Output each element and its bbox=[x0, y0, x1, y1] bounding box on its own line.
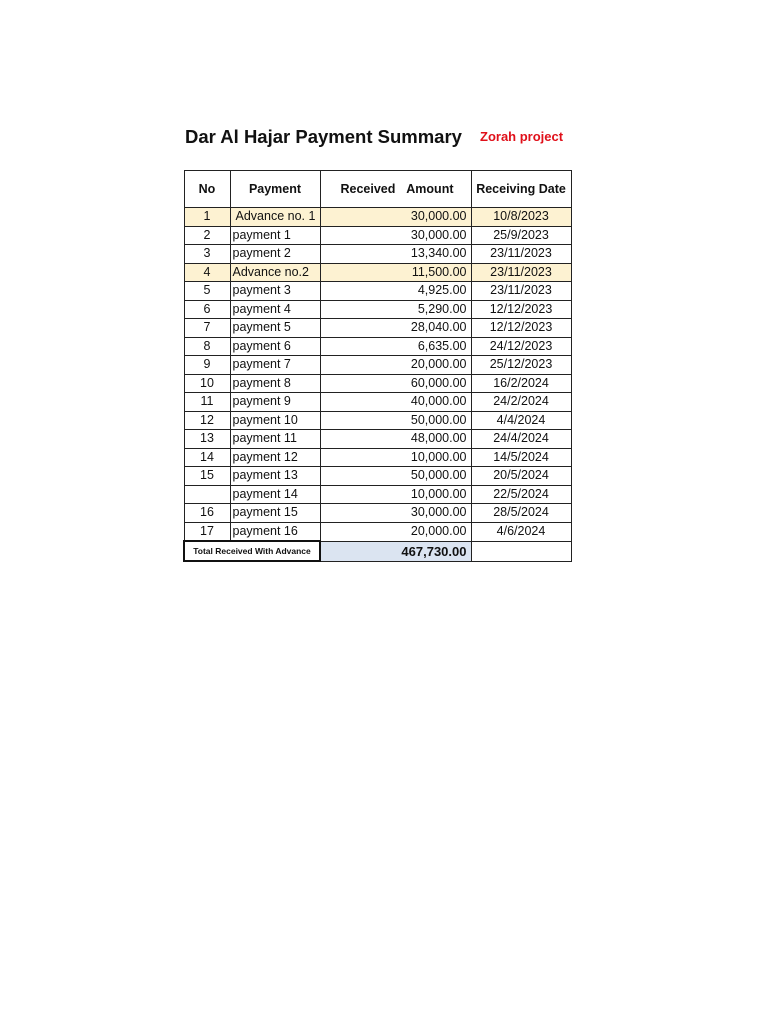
table-row bbox=[184, 448, 571, 467]
payment-table bbox=[183, 170, 572, 562]
cell-no: 13 bbox=[184, 430, 230, 449]
cell-no: 7 bbox=[184, 319, 230, 338]
cell-receiving-date: 24/12/2023 bbox=[471, 337, 571, 356]
cell-payment: payment 9 bbox=[230, 393, 320, 412]
total-value: 467,730.00 bbox=[320, 541, 471, 561]
cell-receiving-date: 14/5/2024 bbox=[471, 448, 571, 467]
cell-amount: 10,000.00 bbox=[320, 485, 471, 504]
cell-receiving-date: 24/2/2024 bbox=[471, 393, 571, 412]
cell-payment: payment 10 bbox=[230, 411, 320, 430]
cell-no: 17 bbox=[184, 522, 230, 541]
table-row bbox=[184, 356, 571, 375]
cell-payment: payment 16 bbox=[230, 522, 320, 541]
cell-no: 4 bbox=[184, 263, 230, 282]
cell-amount: 30,000.00 bbox=[320, 208, 471, 227]
cell-amount: 10,000.00 bbox=[320, 448, 471, 467]
cell-amount: 5,290.00 bbox=[320, 300, 471, 319]
column-header-received-amount bbox=[320, 171, 471, 208]
table-row bbox=[184, 208, 571, 227]
cell-amount: 13,340.00 bbox=[320, 245, 471, 264]
page-title: Dar Al Hajar Payment Summary bbox=[185, 126, 462, 147]
table-row bbox=[184, 485, 571, 504]
table-row bbox=[184, 263, 571, 282]
table-row bbox=[184, 522, 571, 541]
cell-receiving-date: 23/11/2023 bbox=[471, 282, 571, 301]
cell-receiving-date: 10/8/2023 bbox=[471, 208, 571, 227]
cell-no bbox=[184, 485, 230, 504]
table-row bbox=[184, 319, 571, 338]
cell-amount: 20,000.00 bbox=[320, 522, 471, 541]
cell-amount: 40,000.00 bbox=[320, 393, 471, 412]
cell-payment: payment 11 bbox=[230, 430, 320, 449]
cell-payment: payment 8 bbox=[230, 374, 320, 393]
cell-no: 15 bbox=[184, 467, 230, 486]
cell-no: 10 bbox=[184, 374, 230, 393]
project-subtitle: Zorah project bbox=[480, 129, 564, 144]
cell-payment: payment 7 bbox=[230, 356, 320, 375]
cell-receiving-date: 25/9/2023 bbox=[471, 226, 571, 245]
cell-receiving-date: 12/12/2023 bbox=[471, 319, 571, 338]
cell-payment: payment 5 bbox=[230, 319, 320, 338]
cell-amount: 6,635.00 bbox=[320, 337, 471, 356]
cell-amount: 50,000.00 bbox=[320, 467, 471, 486]
cell-amount: 48,000.00 bbox=[320, 430, 471, 449]
cell-payment: payment 2 bbox=[230, 245, 320, 264]
cell-receiving-date: 20/5/2024 bbox=[471, 467, 571, 486]
cell-no: 6 bbox=[184, 300, 230, 319]
cell-receiving-date: 16/2/2024 bbox=[471, 374, 571, 393]
cell-no: 3 bbox=[184, 245, 230, 264]
cell-amount: 30,000.00 bbox=[320, 504, 471, 523]
cell-no: 14 bbox=[184, 448, 230, 467]
cell-no: 11 bbox=[184, 393, 230, 412]
table-row bbox=[184, 226, 571, 245]
cell-receiving-date: 4/4/2024 bbox=[471, 411, 571, 430]
cell-payment: payment 13 bbox=[230, 467, 320, 486]
cell-payment: payment 3 bbox=[230, 282, 320, 301]
cell-receiving-date: 28/5/2024 bbox=[471, 504, 571, 523]
cell-receiving-date: 23/11/2023 bbox=[471, 263, 571, 282]
total-label: Total Received With Advance bbox=[184, 541, 320, 561]
cell-amount: 4,925.00 bbox=[320, 282, 471, 301]
table-header-row bbox=[184, 171, 571, 208]
table-row bbox=[184, 467, 571, 486]
cell-amount: 28,040.00 bbox=[320, 319, 471, 338]
cell-receiving-date: 12/12/2023 bbox=[471, 300, 571, 319]
cell-no: 9 bbox=[184, 356, 230, 375]
table-row bbox=[184, 411, 571, 430]
cell-receiving-date: 23/11/2023 bbox=[471, 245, 571, 264]
column-header-receiving-date: Receiving Date bbox=[471, 171, 571, 208]
table-row bbox=[184, 374, 571, 393]
cell-amount: 50,000.00 bbox=[320, 411, 471, 430]
table-row bbox=[184, 300, 571, 319]
table-row bbox=[184, 430, 571, 449]
column-header-received: Received bbox=[340, 181, 396, 196]
cell-amount: 11,500.00 bbox=[320, 263, 471, 282]
cell-receiving-date: 22/5/2024 bbox=[471, 485, 571, 504]
cell-payment: Advance no. 1 bbox=[230, 208, 320, 227]
cell-no: 12 bbox=[184, 411, 230, 430]
cell-amount: 30,000.00 bbox=[320, 226, 471, 245]
cell-payment: payment 4 bbox=[230, 300, 320, 319]
cell-payment: payment 15 bbox=[230, 504, 320, 523]
cell-amount: 60,000.00 bbox=[320, 374, 471, 393]
cell-receiving-date: 4/6/2024 bbox=[471, 522, 571, 541]
cell-no: 1 bbox=[184, 208, 230, 227]
cell-receiving-date: 25/12/2023 bbox=[471, 356, 571, 375]
cell-amount: 20,000.00 bbox=[320, 356, 471, 375]
cell-no: 2 bbox=[184, 226, 230, 245]
cell-payment: payment 6 bbox=[230, 337, 320, 356]
cell-payment: payment 12 bbox=[230, 448, 320, 467]
table-row bbox=[184, 504, 571, 523]
cell-payment: payment 14 bbox=[230, 485, 320, 504]
table-row bbox=[184, 337, 571, 356]
cell-no: 8 bbox=[184, 337, 230, 356]
column-header-no: No bbox=[184, 171, 230, 208]
table-row bbox=[184, 245, 571, 264]
total-row bbox=[184, 541, 571, 561]
cell-no: 16 bbox=[184, 504, 230, 523]
table-row bbox=[184, 282, 571, 301]
cell-payment: payment 1 bbox=[230, 226, 320, 245]
table-row bbox=[184, 393, 571, 412]
table-body bbox=[184, 208, 571, 542]
cell-payment: Advance no.2 bbox=[230, 263, 320, 282]
cell-receiving-date: 24/4/2024 bbox=[471, 430, 571, 449]
cell-no: 5 bbox=[184, 282, 230, 301]
column-header-amount: Amount bbox=[406, 181, 454, 196]
total-empty-cell bbox=[471, 541, 571, 561]
column-header-payment: Payment bbox=[230, 171, 320, 208]
